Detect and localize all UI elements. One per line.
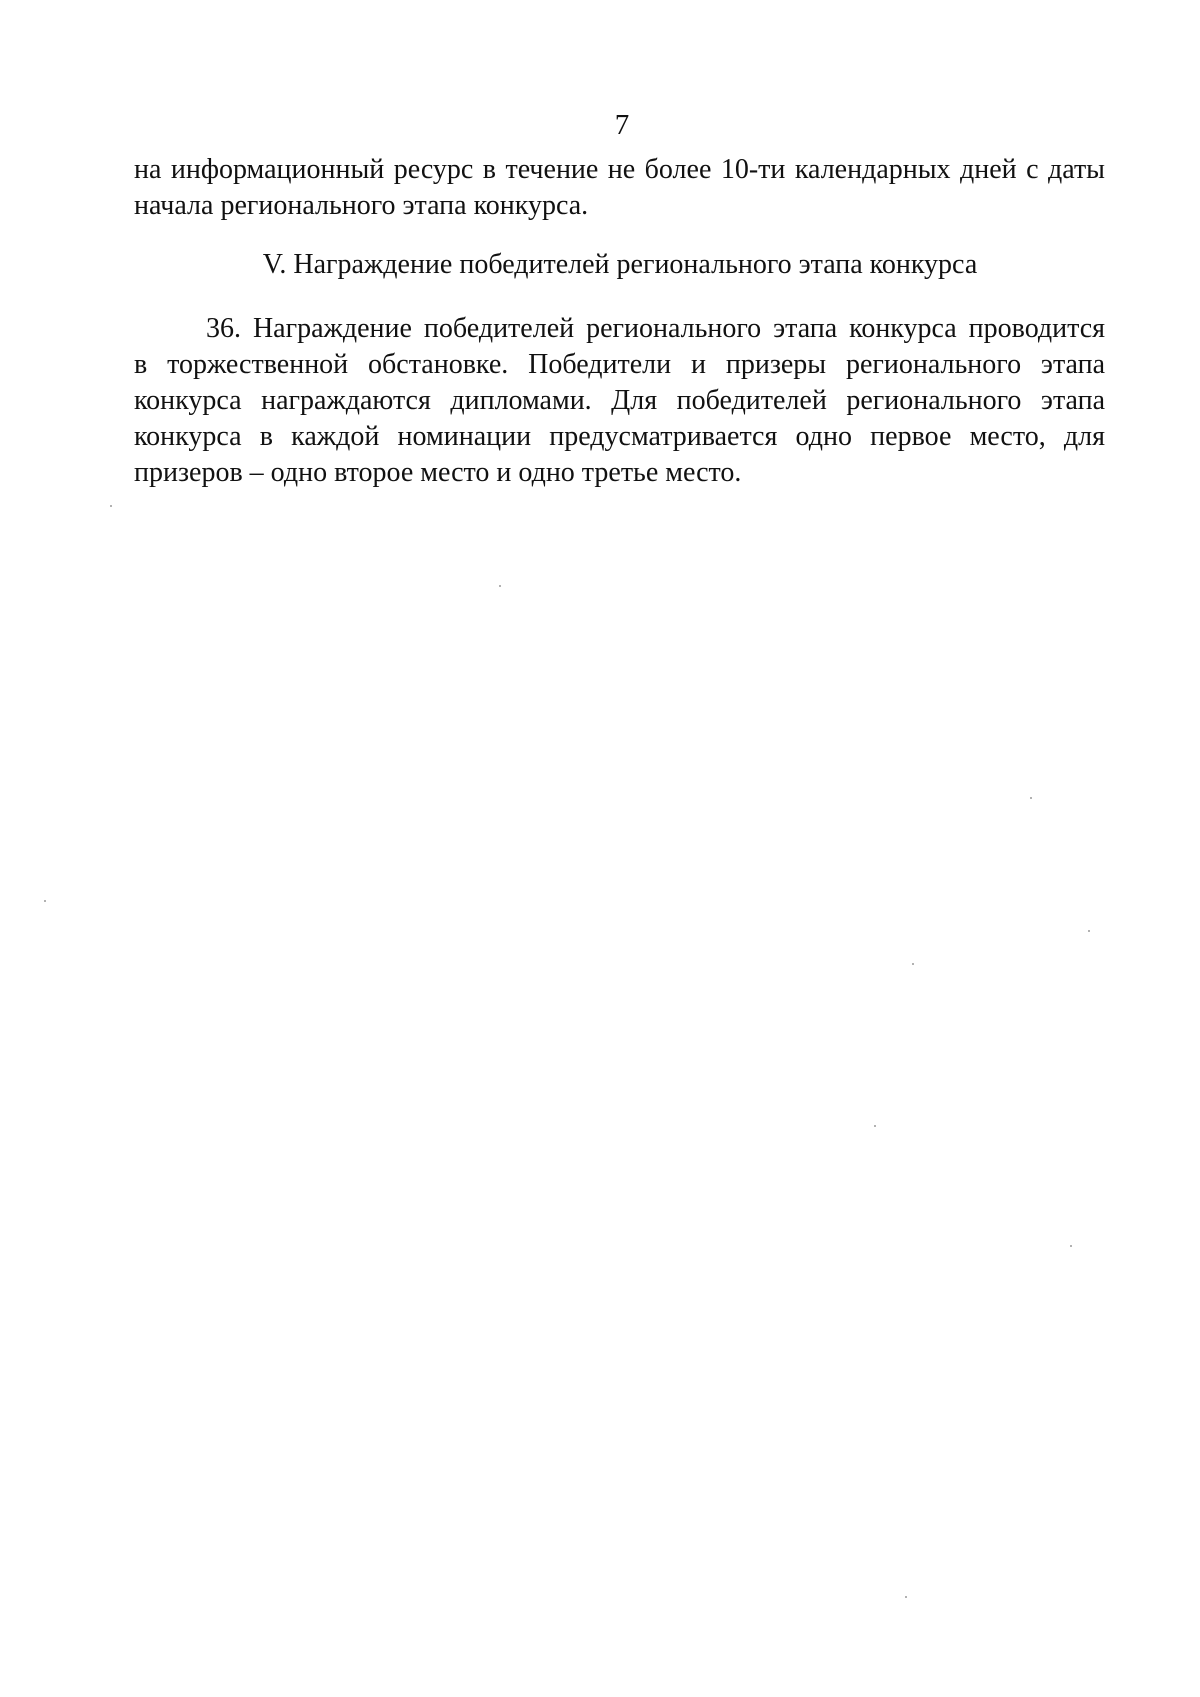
scan-speck [1070, 1245, 1072, 1247]
scan-speck [44, 900, 46, 902]
scan-speck [499, 585, 501, 587]
scan-speck [1030, 797, 1032, 799]
paragraph-line: в торжественной обстановке. Победители и призеры регионального этапа [134, 349, 1105, 380]
paragraph-line: конкурса награждаются дипломами. Для победителей регионального этапа [134, 385, 1105, 416]
paragraph-line: конкурса в каждой номинации предусматривается одно первое место, для [134, 421, 1105, 452]
paragraph-line: призеров – одно второе место и одно третье место. [134, 457, 742, 488]
carry-over-line: на информационный ресурс в течение не более 10-ти календарных дней с даты [134, 154, 1105, 185]
carry-over-line: начала регионального этапа конкурса. [134, 190, 589, 221]
scan-speck [905, 1596, 907, 1598]
scan-speck [110, 505, 112, 507]
scan-speck [912, 963, 914, 965]
scan-speck [1088, 930, 1090, 932]
section-heading: V. Награждение победителей регионального этапа конкурса [262, 249, 978, 280]
paragraph-line: 36. Награждение победителей регионального этапа конкурса проводится [206, 313, 1105, 344]
carry-over-paragraph [134, 152, 1105, 224]
page-number: 7 [614, 109, 630, 141]
scan-speck [874, 1125, 876, 1127]
paragraph-36 [134, 311, 1105, 491]
